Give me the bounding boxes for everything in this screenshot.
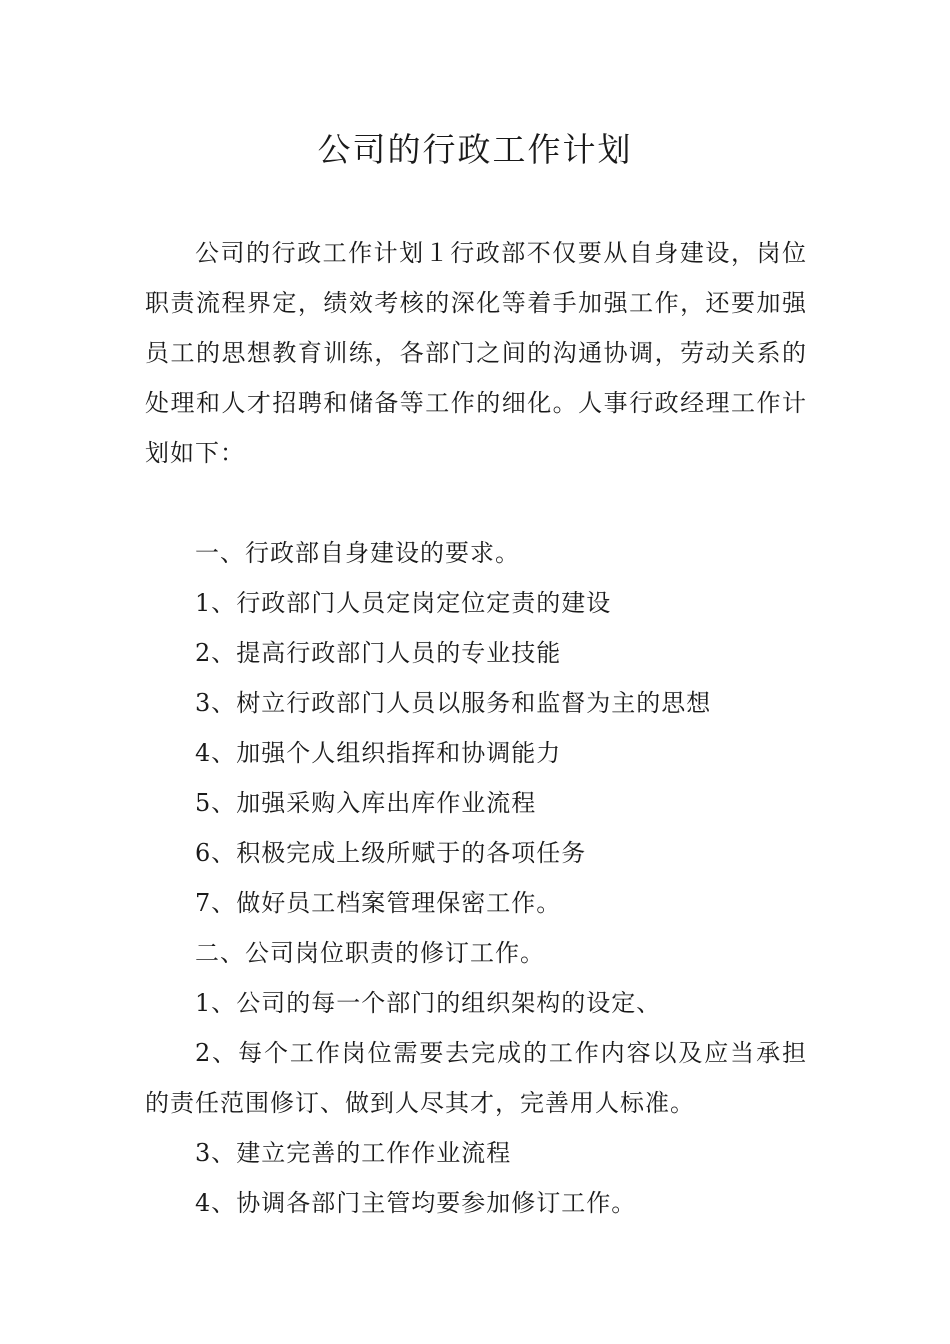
plan-item: 5、加强采购入库出库作业流程	[195, 789, 537, 817]
plan-item: 4、协调各部门主管均要参加修订工作。	[195, 1189, 637, 1217]
document-title: 公司的行政工作计划	[317, 130, 633, 169]
plan-item: 3、树立行政部门人员以服务和监督为主的思想	[195, 689, 712, 717]
section-heading-2: 二、公司岗位职责的修订工作。	[195, 939, 545, 967]
plan-item: 1、行政部门人员定岗定位定责的建设	[195, 589, 612, 617]
plan-item: 4、加强个人组织指挥和协调能力	[195, 739, 562, 767]
intro-paragraph: 公司的行政工作计划１行政部不仅要从自身建设，岗位职责流程界定，绩效考核的深化等着手加强工作，还要加强员工的思想教育训练，各部门之间的沟通协调，劳动关系的处理和人才招聘和储备等工作的细化。人事行政经理工作计划如下：	[145, 239, 807, 467]
plan-item: 3、建立完善的工作作业流程	[195, 1139, 512, 1167]
section-heading-1: 一、行政部自身建设的要求。	[195, 539, 520, 567]
plan-item-list	[145, 528, 807, 1228]
plan-item: 7、做好员工档案管理保密工作。	[195, 889, 562, 917]
plan-item: 1、公司的每一个部门的组织架构的设定、	[195, 989, 662, 1017]
plan-item: 2、提高行政部门人员的专业技能	[195, 639, 562, 667]
plan-item: 6、积极完成上级所赋于的各项任务	[195, 839, 587, 867]
plan-item: 2、每个工作岗位需要去完成的工作内容以及应当承担的责任范围修订、做到人尽其才，完善用人标准。	[145, 1039, 807, 1117]
